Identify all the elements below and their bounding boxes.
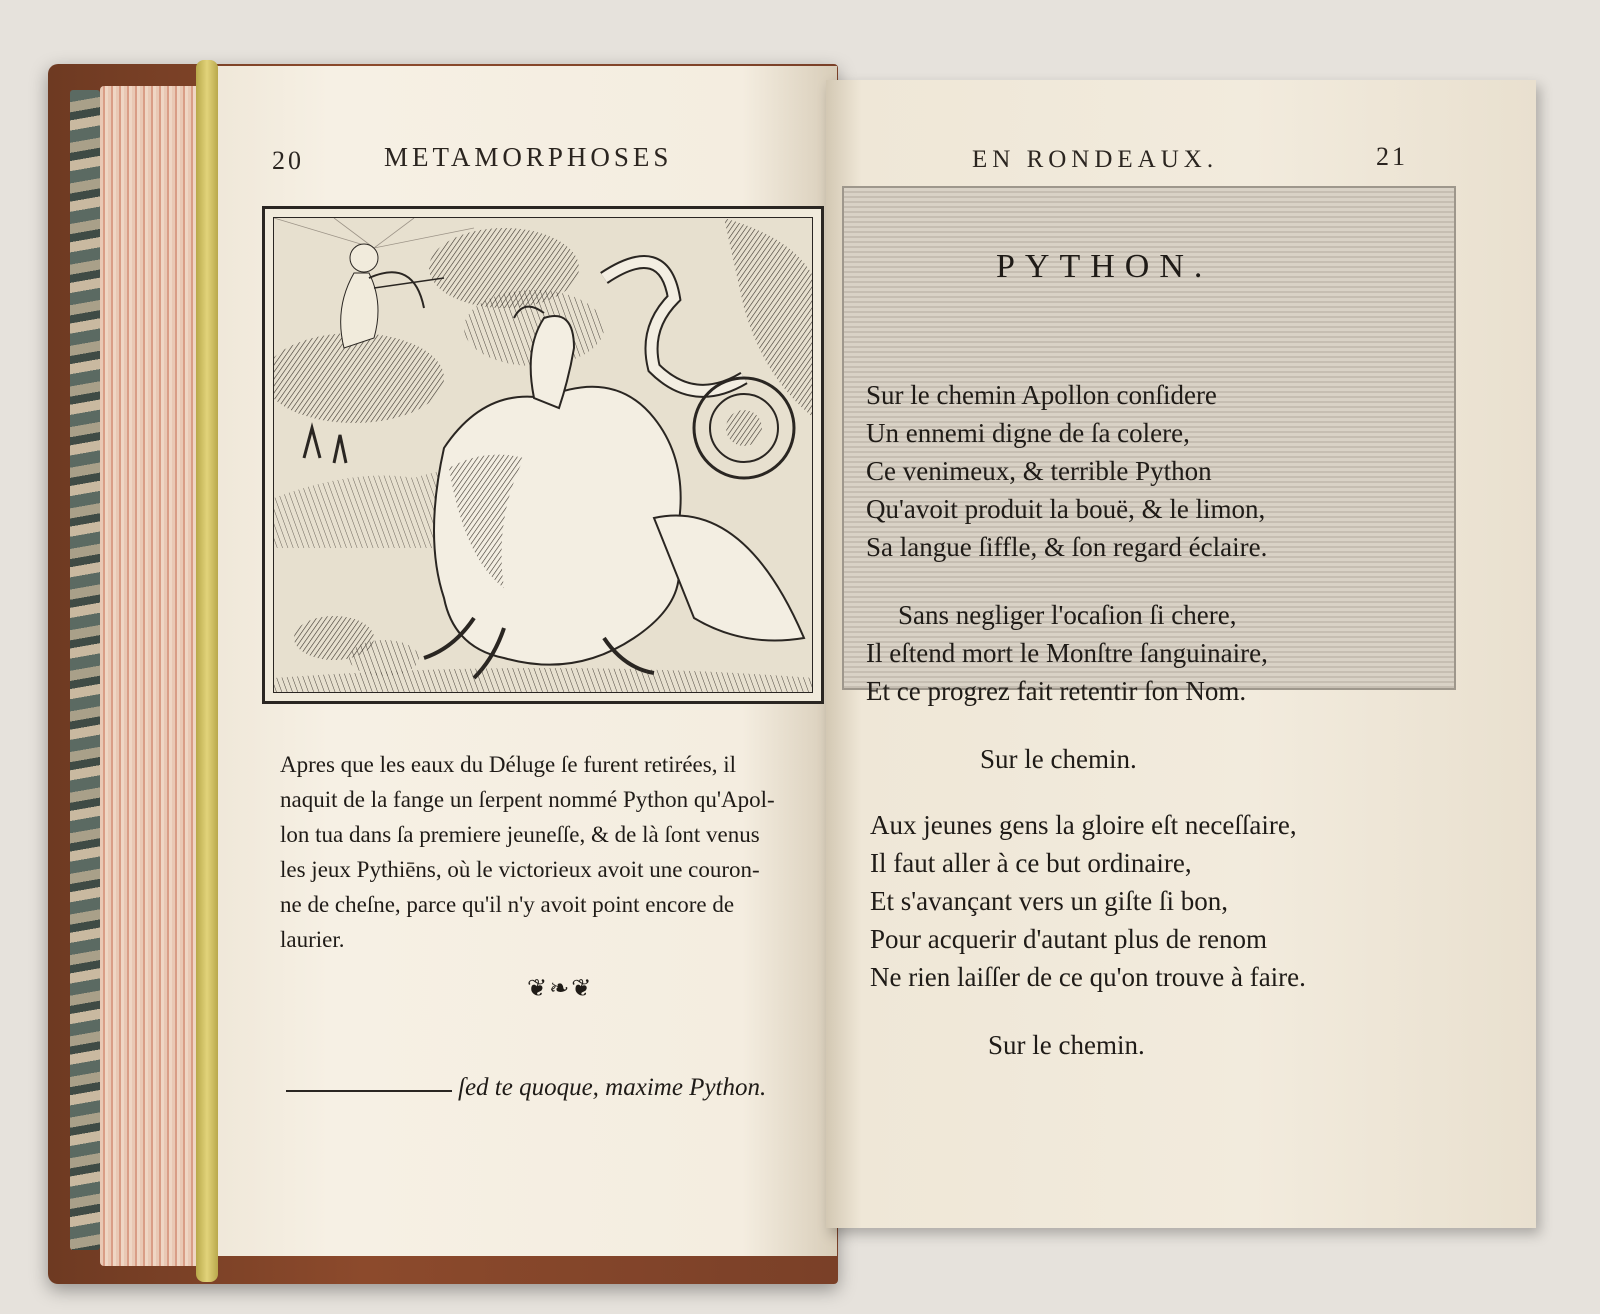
verse-2-line-1: Sans negliger l'ocaſion ſi chere, — [898, 600, 1237, 630]
verse-1-line-3: Ce venimeux, & terrible Python — [866, 456, 1212, 486]
refrain-2: Sur le chemin. — [988, 1030, 1145, 1060]
motto-rule — [286, 1090, 452, 1092]
fleuron-ornament: ❦❧❦ — [527, 976, 594, 1002]
refrain-1: Sur le chemin. — [980, 744, 1137, 774]
verse-3-line-1: Aux jeunes gens la gloire eſt neceſſaire, — [870, 810, 1297, 840]
verse-1-line-4: Qu'avoit produit la bouë, & le limon, — [866, 494, 1266, 524]
prose-line-2: naquit de la fange un ſerpent nommé Python qu'Apol- — [280, 787, 775, 812]
left-running-head: METAMORPHOSES — [384, 142, 673, 172]
prose-line-1: Apres que les eaux du Déluge ſe furent retirées, il — [280, 752, 736, 777]
poem-title: PYTHON. — [996, 248, 1213, 285]
verse-2-line-2: Il eſtend mort le Monſtre ſanguinaire, — [866, 638, 1268, 668]
engraving-illustration — [274, 218, 813, 693]
prose-line-3: lon tua dans ſa premiere jeuneſſe, & de là ſont venus — [280, 822, 760, 847]
rubber-band — [196, 60, 218, 1282]
right-running-head: EN RONDEAUX. — [972, 146, 1219, 173]
verse-3-line-2: Il faut aller à ce but ordinaire, — [870, 848, 1192, 878]
verse-3-line-3: Et s'avançant vers un giſte ſi bon, — [870, 886, 1229, 916]
verse-3-line-5: Ne rien laiſſer de ce qu'on trouve à faire. — [870, 962, 1306, 992]
verse-3-line-4: Pour acquerir d'autant plus de renom — [870, 924, 1267, 954]
verse-1-line-1: Sur le chemin Apollon conſidere — [866, 380, 1217, 410]
left-page-number: 20 — [272, 146, 304, 175]
verse-1-line-5: Sa langue ſiffle, & ſon regard éclaire. — [866, 532, 1268, 562]
prose-line-4: les jeux Pythiēns, où le victorieux avoit une couron- — [280, 857, 760, 882]
page-edges — [100, 86, 210, 1266]
engraving-apollo-python — [262, 206, 824, 704]
prose-line-6: laurier. — [280, 927, 345, 952]
prose-line-5: ne de cheſne, parce qu'il n'y avoit point encore de — [280, 892, 735, 917]
verse-2-line-3: Et ce progrez fait retentir ſon Nom. — [866, 676, 1247, 706]
right-page-number: 21 — [1376, 142, 1408, 171]
verse-1-line-2: Un ennemi digne de ſa colere, — [866, 418, 1190, 448]
latin-motto: ſed te quoque, maxime Python. — [458, 1074, 767, 1101]
marbled-spine — [70, 90, 100, 1250]
